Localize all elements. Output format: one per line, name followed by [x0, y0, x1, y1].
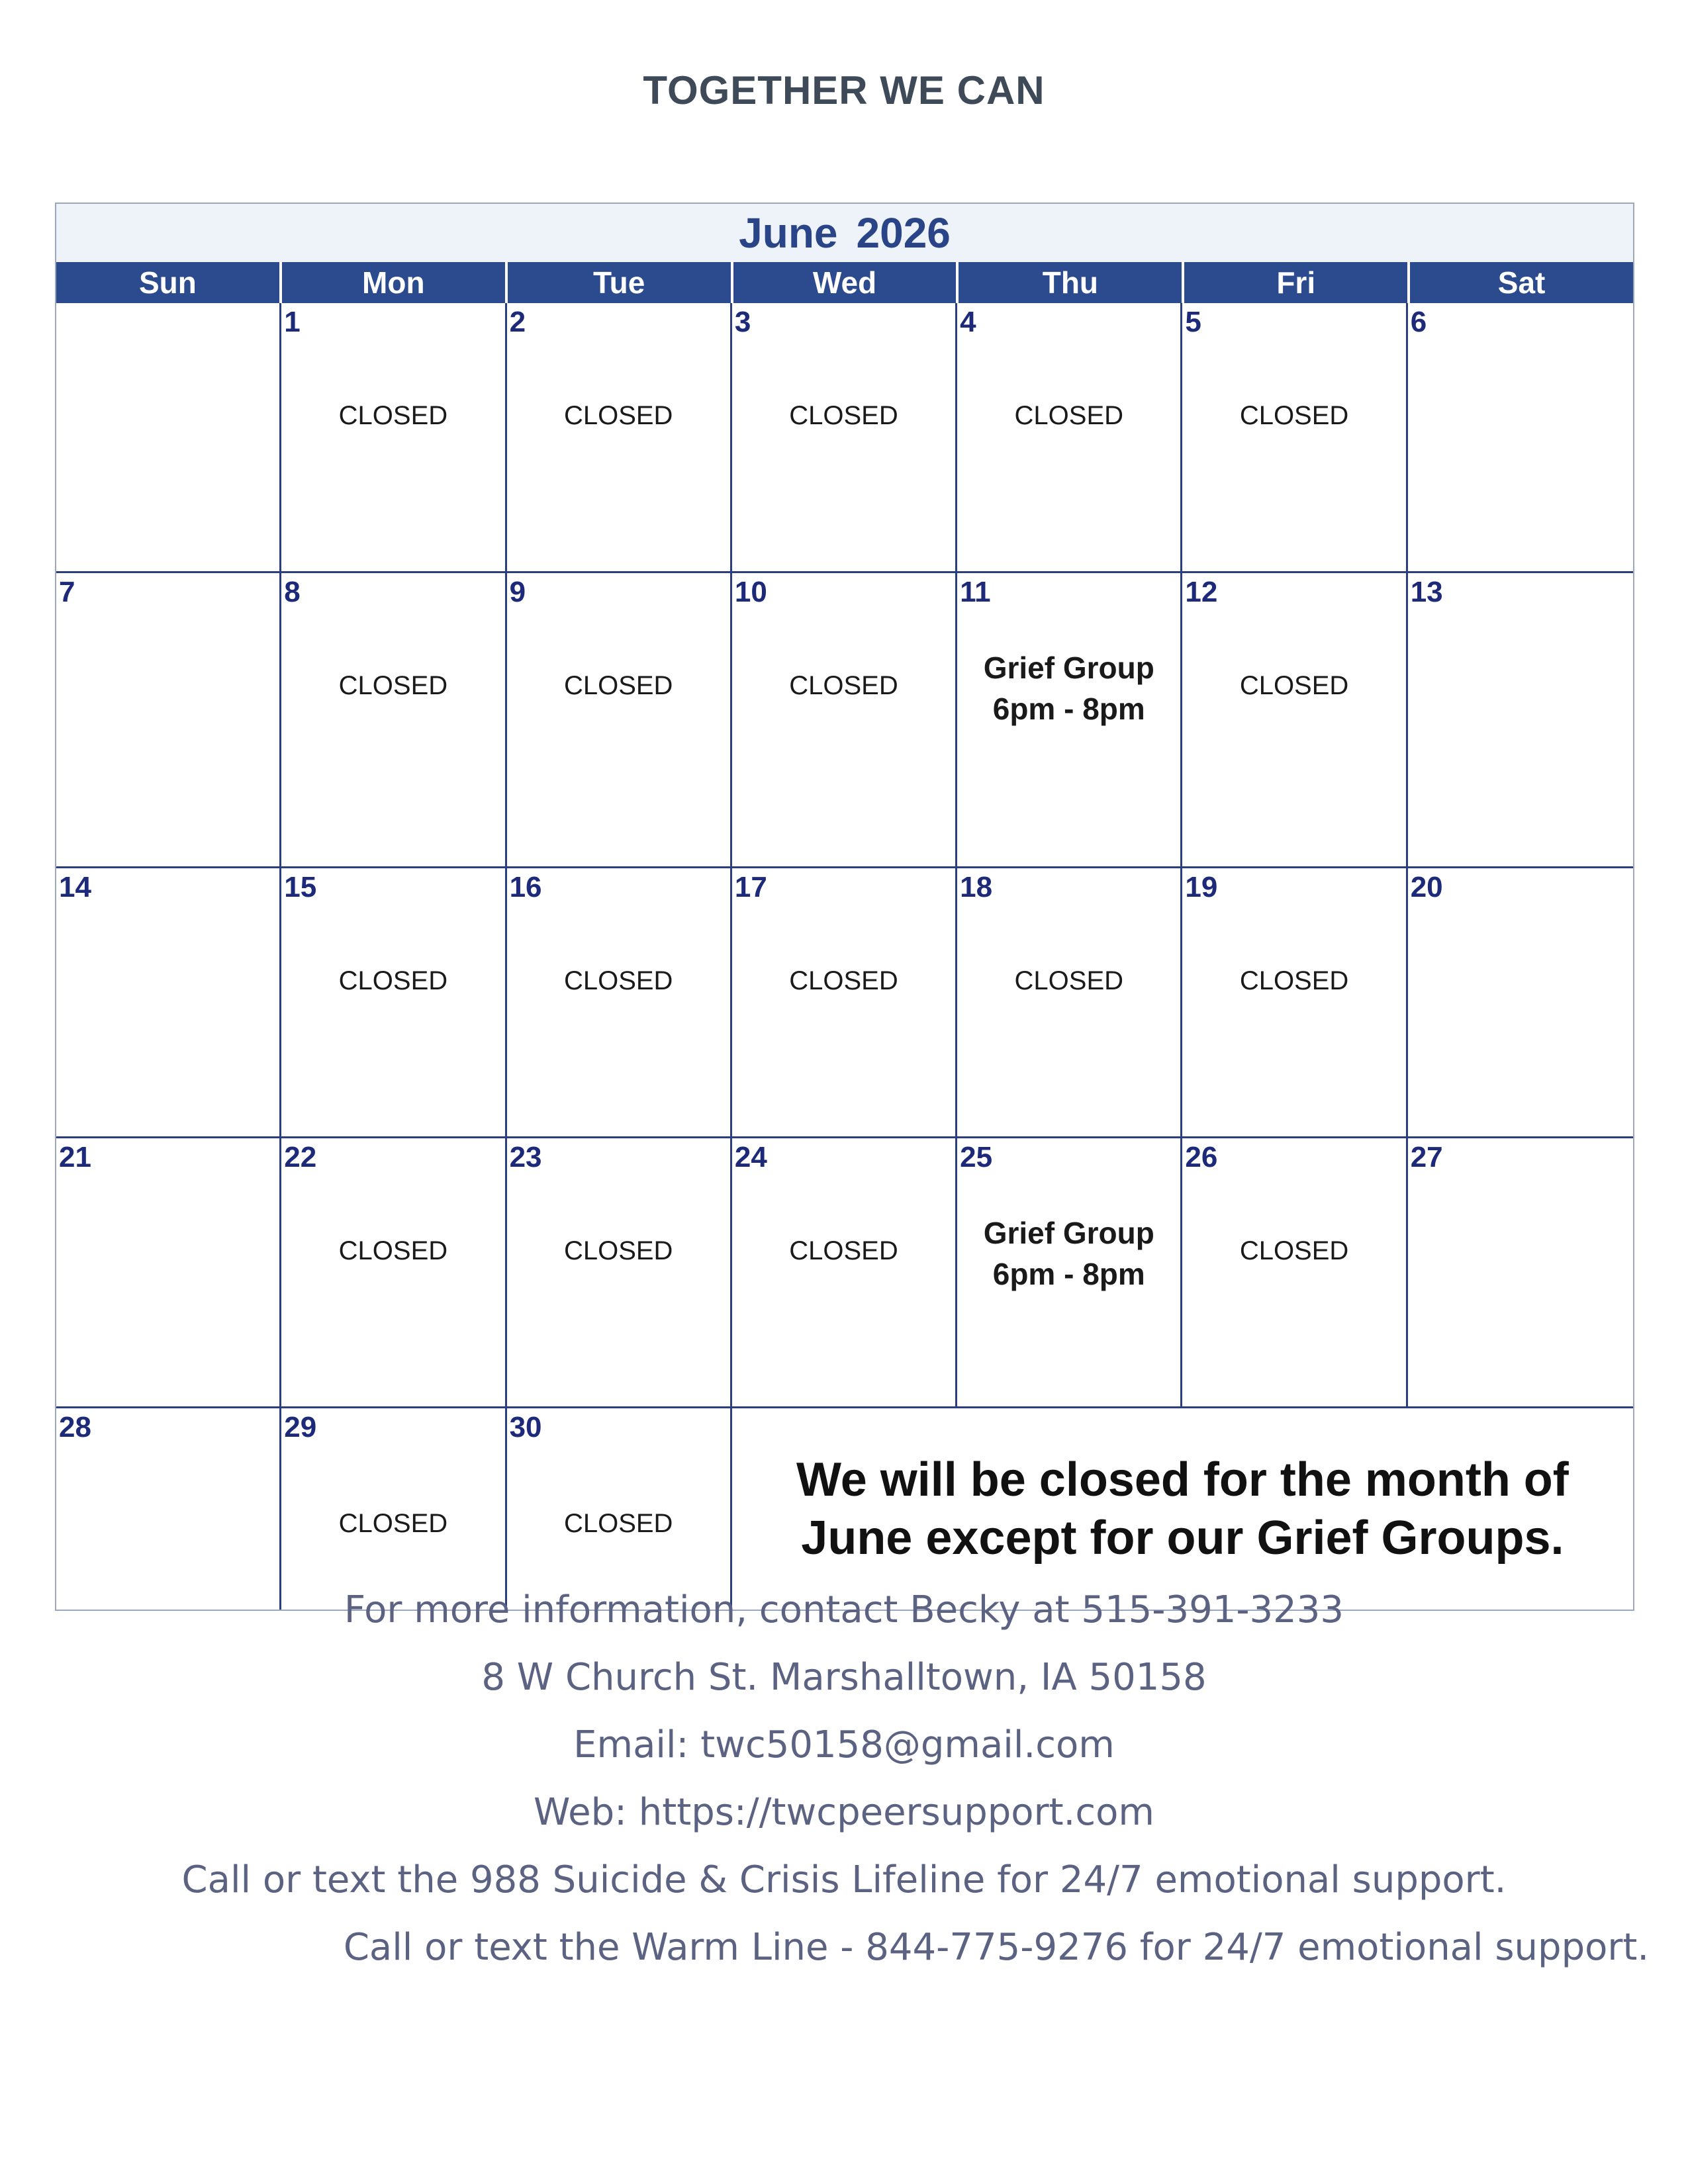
weekday-sun: Sun [56, 262, 282, 303]
day-number: 24 [734, 1141, 767, 1173]
day-cell [1408, 1138, 1633, 1408]
day-cell [1182, 303, 1407, 573]
day-number: 6 [1410, 306, 1427, 338]
closed-label: CLOSED [563, 671, 673, 700]
day-cell [507, 1408, 732, 1610]
day-number: 3 [734, 306, 751, 338]
day-cell [1408, 573, 1633, 868]
day-number: 17 [734, 871, 767, 903]
closed-label: CLOSED [1014, 966, 1124, 995]
closed-label: CLOSED [563, 966, 673, 995]
day-number: 8 [284, 576, 301, 608]
day-number: 19 [1185, 871, 1218, 903]
day-number: 13 [1410, 576, 1443, 608]
day-cell [957, 303, 1182, 573]
event [957, 647, 1180, 729]
closed-label: CLOSED [1239, 1236, 1349, 1265]
day-cell [281, 573, 506, 868]
closed-label: CLOSED [563, 1509, 673, 1538]
weekday-header-row [56, 262, 1633, 303]
day-number: 30 [509, 1411, 542, 1443]
calendar-grid [56, 303, 1633, 1610]
day-number: 27 [1410, 1141, 1443, 1173]
day-number: 1 [284, 306, 301, 338]
closed-label: CLOSED [338, 671, 448, 700]
closure-notice-text: We will be closed for the month of June except for our Grief Groups. [796, 1453, 1569, 1565]
day-cell [56, 303, 281, 573]
weekday-thu: Thu [959, 262, 1184, 303]
day-number: 10 [734, 576, 767, 608]
crisis-line: Call or text the 988 Suicide & Crisis Lifeline for 24/7 emotional support. [181, 1858, 1507, 1901]
day-cell [732, 1138, 957, 1408]
closed-label: CLOSED [1239, 671, 1349, 700]
month-name: June [739, 209, 838, 257]
day-number: 25 [960, 1141, 993, 1173]
day-cell [732, 868, 957, 1138]
day-cell [281, 303, 506, 573]
day-number: 12 [1185, 576, 1218, 608]
weekday-mon: Mon [282, 262, 508, 303]
day-cell [507, 868, 732, 1138]
event-title: Grief Group [983, 1216, 1154, 1250]
month-header [56, 204, 1633, 262]
day-cell [507, 303, 732, 573]
closed-label: CLOSED [789, 1236, 898, 1265]
day-cell [1182, 868, 1407, 1138]
day-cell [957, 1138, 1182, 1408]
day-cell [56, 868, 281, 1138]
day-number: 16 [509, 871, 542, 903]
closed-label: CLOSED [1239, 401, 1349, 430]
day-number: 18 [960, 871, 993, 903]
day-number: 29 [284, 1411, 317, 1443]
day-cell [281, 1138, 506, 1408]
day-cell [56, 1138, 281, 1408]
closure-notice [732, 1408, 1633, 1610]
day-number: 20 [1410, 871, 1443, 903]
event-title: Grief Group [983, 651, 1154, 685]
day-cell [281, 1408, 506, 1610]
address-line: 8 W Church St. Marshalltown, IA 50158 [481, 1656, 1207, 1699]
day-number: 15 [284, 871, 317, 903]
day-cell [957, 868, 1182, 1138]
weekday-fri: Fri [1184, 262, 1410, 303]
day-number: 9 [509, 576, 526, 608]
closed-label: CLOSED [1014, 401, 1124, 430]
day-cell [1408, 868, 1633, 1138]
day-number: 5 [1185, 306, 1201, 338]
closed-label: CLOSED [338, 966, 448, 995]
day-number: 7 [59, 576, 75, 608]
day-number: 4 [960, 306, 976, 338]
closed-label: CLOSED [338, 401, 448, 430]
day-cell [56, 573, 281, 868]
day-number: 26 [1185, 1141, 1218, 1173]
day-cell [507, 573, 732, 868]
day-cell [732, 573, 957, 868]
day-cell [281, 868, 506, 1138]
email-line[interactable]: Email: twc50158@gmail.com [573, 1723, 1115, 1766]
warm-line: Call or text the Warm Line - 844-775-9276 for 24/7 emotional support. [343, 1926, 1650, 1969]
closed-label: CLOSED [563, 1236, 673, 1265]
day-cell [1408, 303, 1633, 573]
event-time: 6pm - 8pm [992, 1257, 1145, 1291]
day-cell [732, 303, 957, 573]
day-cell [507, 1138, 732, 1408]
day-cell [56, 1408, 281, 1610]
day-cell [1182, 573, 1407, 868]
closed-label: CLOSED [789, 966, 898, 995]
closed-label: CLOSED [338, 1509, 448, 1538]
day-number: 21 [59, 1141, 91, 1173]
year: 2026 [856, 209, 951, 257]
web-line[interactable]: Web: https://twcpeersupport.com [534, 1791, 1154, 1834]
event [957, 1212, 1180, 1295]
day-number: 14 [59, 871, 91, 903]
day-cell [1182, 1138, 1407, 1408]
weekday-wed: Wed [733, 262, 959, 303]
event-time: 6pm - 8pm [992, 692, 1145, 726]
calendar [55, 203, 1634, 1611]
page-title: TOGETHER WE CAN [643, 68, 1045, 113]
closed-label: CLOSED [563, 401, 673, 430]
day-number: 22 [284, 1141, 317, 1173]
day-cell [957, 573, 1182, 868]
closed-label: CLOSED [338, 1236, 448, 1265]
weekday-tue: Tue [508, 262, 733, 303]
day-number: 11 [960, 576, 991, 608]
weekday-sat: Sat [1497, 265, 1546, 300]
day-number: 23 [509, 1141, 542, 1173]
day-number: 2 [509, 306, 526, 338]
day-number: 28 [59, 1411, 91, 1443]
closed-label: CLOSED [789, 401, 898, 430]
closed-label: CLOSED [789, 671, 898, 700]
contact-line: For more information, contact Becky at 515-391-3233 [344, 1588, 1344, 1631]
closed-label: CLOSED [1239, 966, 1349, 995]
